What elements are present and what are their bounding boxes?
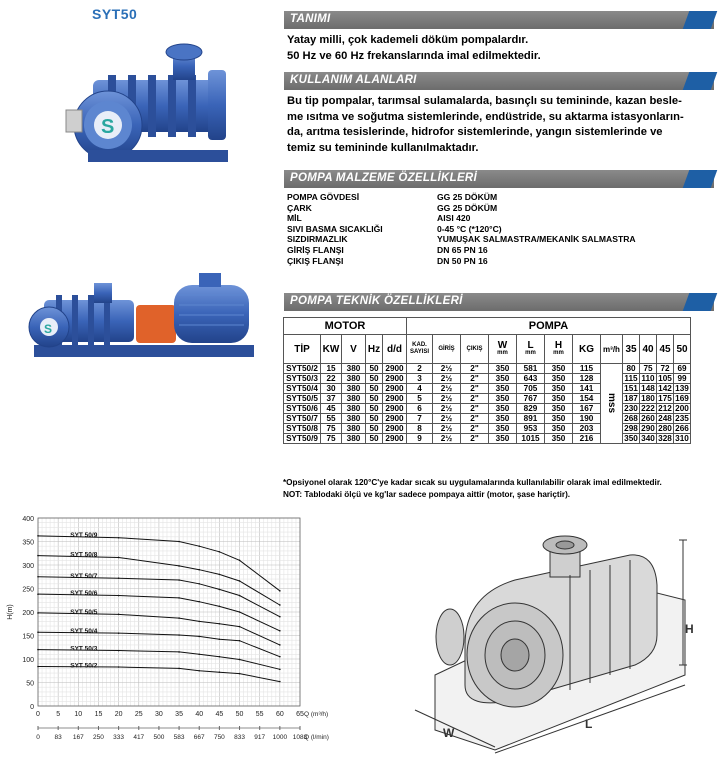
series-point [198,569,200,571]
x2-tick-label: 333 [113,734,125,741]
table-cell-h40: 290 [641,424,655,433]
x2-tick-label: 250 [93,734,104,741]
series-point [239,560,241,562]
table-cell-kw: 30 [321,384,342,394]
table-cell-hz: 50 [366,414,383,424]
series-point [118,577,120,579]
table-cell-w: 350 [489,394,517,404]
series-point [198,670,200,672]
col-q35: 35 [623,335,640,364]
series-point [118,537,120,539]
table-cell-tip: SYT50/7 [284,414,321,424]
table-cell-v: 380 [342,404,366,414]
table-cell-h50: 200 [675,404,689,413]
x2-tick-label: 0 [36,734,40,741]
x-tick-label: 10 [74,711,83,718]
col-h: H mm [545,335,573,364]
x2-tick-label: 833 [234,734,245,741]
col-l: L mm [517,335,545,364]
col-hz: Hz [366,335,383,364]
table-cell-h45: 175 [658,394,672,403]
table-cell-w: 350 [489,414,517,424]
y-axis-label: H(m) [7,604,14,620]
table-row [284,374,691,384]
x-tick-label: 30 [155,711,163,718]
table-cell-h45: 72 [657,364,674,374]
table-cell-h45: 105 [658,374,672,383]
dim-l-label: L [585,717,593,731]
table-row [284,394,691,404]
series-point [178,579,180,581]
table-cell-w: 350 [489,384,517,394]
col-q40: 40 [640,335,657,364]
table-cell-h: 350 [545,384,573,394]
table-cell-w: 350 [489,404,517,414]
table-cell-giris: 2½ [433,374,461,384]
series-label: SYT 50/5 [70,608,98,616]
table-cell-h45: 280 [658,424,672,433]
x-tick-label: 25 [134,711,143,718]
table-cell-giris: 2½ [433,384,461,394]
col-v: V [342,335,366,364]
table-cell-giris: 2½ [433,434,461,444]
table-cell-kw: 45 [321,404,342,414]
table-cell-h50: 169 [675,394,689,403]
table-cell-giris: 2½ [433,364,461,374]
series-point [279,616,281,618]
series-point [279,590,281,592]
page-title: SYT50 [92,6,138,22]
table-cell-w: 350 [489,434,517,444]
table-cell-h35: 80 [623,364,640,374]
x2-tick-label: 417 [133,734,145,741]
series-label: SYT 50/6 [70,590,98,598]
table-cell-giris: 2½ [433,414,461,424]
series-label: SYT 50/3 [70,645,98,653]
series-point [239,659,241,661]
table-cell-h35: 151 [624,384,638,393]
series-point [219,589,221,591]
table-cell-v: 380 [342,394,366,404]
x-tick-label: 5 [56,711,61,718]
table-cell-h35: 298 [624,424,638,433]
y-tick-label: 250 [22,586,34,594]
table-cell-h45: 142 [658,384,672,393]
table-cell-l: 643 [517,374,545,384]
table-row [284,434,691,444]
series-point [219,623,221,625]
table-cell-tip: SYT50/3 [284,374,321,384]
x-tick-label: 15 [94,711,103,718]
series-point [219,551,221,553]
table-cell-kw: 22 [321,374,342,384]
table-cell-h: 350 [545,394,573,404]
table-cell-h45: 248 [658,414,672,423]
series-point [198,621,200,623]
svg-text:S: S [101,116,115,138]
performance-chart [0,508,350,760]
table-cell-h45: 328 [658,434,672,443]
table-row [284,424,691,434]
series-point [239,595,241,597]
table-cell-dd: 2900 [383,404,407,414]
table-cell-h40: 340 [641,434,655,443]
col-m3h: m³/h [601,335,623,364]
section-header-teknik: POMPA TEKNİK ÖZELLİKLERİ [284,293,714,311]
col-giris: GİRİŞ [433,335,461,364]
section-header-malzeme: POMPA MALZEME ÖZELLİKLERİ [284,170,714,188]
series-point [37,666,39,668]
table-cell-kw: 55 [321,414,342,424]
table-cell-l: 581 [517,364,545,374]
series-point [178,541,180,543]
table-cell-hz: 50 [366,404,383,414]
series-label: SYT 50/9 [70,531,98,539]
series-point [219,671,221,673]
pump-photo [48,30,238,170]
table-cell-kad: 3 [407,374,433,384]
x-tick-label: 50 [235,711,244,718]
table-cell-kad: 4 [407,384,433,394]
table-cell-cikis: 2" [461,434,489,444]
table-cell-h50: 235 [675,414,689,423]
table-cell-dd: 2900 [383,424,407,434]
x-tick-label: 60 [275,711,284,718]
series-point [198,545,200,547]
table-cell-giris: 2½ [433,394,461,404]
table-cell-h50: 69 [674,364,691,374]
table-cell-kg: 167 [573,404,601,414]
series-point [178,668,180,670]
series-point [239,626,241,628]
series-point [198,636,200,638]
col-dd: d/d [383,335,407,364]
series-point [279,681,281,683]
series-point [118,650,120,652]
table-cell-kad: 6 [407,404,433,414]
series-point [118,666,120,668]
x2-tick-label: 667 [193,734,205,741]
series-point [219,606,221,608]
table-cell-kg: 203 [573,424,601,434]
series-point [279,604,281,606]
table-cell-dd: 2900 [383,394,407,404]
table-cell-hz: 50 [366,364,383,374]
table-cell-h: 350 [545,434,573,444]
table-cell-h40: 148 [641,384,655,393]
series-point [178,565,180,567]
table-cell-kg: 128 [573,374,601,384]
motor-header: MOTOR [284,318,407,335]
table-group-header [284,318,691,335]
table-cell-v: 380 [342,434,366,444]
series-point [178,634,180,636]
table-cell-giris: 2½ [433,424,461,434]
table-cell-hz: 50 [366,374,383,384]
y-tick-label: 0 [30,704,34,711]
x-tick-label: 55 [255,711,264,718]
series-point [279,630,281,632]
series-point [198,601,200,603]
x-tick-label: 45 [215,711,224,718]
table-cell-kw: 75 [321,424,342,434]
series-point [219,656,221,658]
series-label: SYT 50/7 [70,572,98,580]
table-cell-dd: 2900 [383,414,407,424]
table-cell-h50: 266 [675,424,689,433]
series-point [37,576,39,578]
table-cell-v: 380 [342,374,366,384]
x-tick-label: 20 [114,711,123,718]
note-optional: *Opsiyonel olarak 120°C'ye kadar sıcak su uygulamalarında kullanılabilir olarak imal edilmektedir. [283,478,662,487]
series-label: SYT 50/4 [70,628,98,636]
table-cell-kg: 190 [573,414,601,424]
series-label: SYT 50/8 [70,551,98,559]
section-header-kullanim: KULLANIM ALANLARI [284,72,714,90]
x2-tick-label: 750 [213,734,225,741]
col-kad: KAD. SAYISI [407,335,433,364]
series-point [198,654,200,656]
table-cell-kg: 115 [573,364,601,374]
table-cell-h35: 187 [624,394,638,403]
y-tick-label: 300 [22,563,34,570]
series-point [178,617,180,619]
table-cell-dd: 2900 [383,374,407,384]
y-tick-label: 50 [26,680,34,688]
pump-motor-photo [14,265,264,375]
note-table: NOT: Tablodaki ölçü ve kg'lar sadece pompaya aittir (motor, şase hariçtir). [283,490,571,499]
table-row [284,384,691,394]
table-cell-h35: 268 [624,414,638,423]
table-cell-dd: 2900 [383,364,407,374]
table-cell-l: 953 [517,424,545,434]
series-point [37,631,39,633]
col-kg: KG [573,335,601,364]
table-cell-dd: 2900 [383,434,407,444]
section-header-tanimi: TANIMI [284,11,714,29]
y-tick-label: 400 [22,516,34,523]
table-cell-h: 350 [545,424,573,434]
series-point [279,669,281,671]
table-cell-h40: 110 [641,374,655,383]
series-point [37,593,39,595]
series-point [118,595,120,597]
series-point [178,597,180,599]
table-cell-kad: 5 [407,394,433,404]
table-cell-w: 350 [489,424,517,434]
table-cell-kad: 2 [407,364,433,374]
table-cell-hz: 50 [366,424,383,434]
table-cell-cikis: 2" [461,374,489,384]
table-cell-l: 829 [517,404,545,414]
table-cell-hz: 50 [366,434,383,444]
dim-w-label: W [443,726,455,740]
col-w: W mm [489,335,517,364]
table-cell-kg: 141 [573,384,601,394]
table-cell-h35: 115 [624,374,638,383]
table-cell-v: 380 [342,384,366,394]
series-point [118,614,120,616]
material-labels: POMPA GÖVDESİ ÇARK MİL SIVI BASMA SICAKLIĞI SIZDIRMAZLIK GİRİŞ FLANŞI ÇIKIŞ FLANŞI [287,192,383,266]
series-point [239,673,241,675]
table-cell-h50: 310 [675,434,689,443]
col-kw: KW [321,335,342,364]
table-cell-v: 380 [342,364,366,374]
table-cell-tip: SYT50/2 [284,364,321,374]
x2-tick-label: 83 [54,734,62,741]
table-cell-cikis: 2" [461,364,489,374]
table-cell-h: 350 [545,404,573,414]
x-tick-label: 65 [296,711,304,718]
tanimi-text: Yatay milli, çok kademeli döküm pompalardır. 50 Hz ve 60 Hz frekanslarında imal edilmektedir. [287,34,541,62]
table-cell-h50: 139 [675,384,689,393]
series-point [219,574,221,576]
table-cell-cikis: 2" [461,414,489,424]
table-cell-h: 350 [545,364,573,374]
table-cell-v: 380 [342,414,366,424]
table-cell-l: 891 [517,414,545,424]
series-point [239,640,241,642]
series-point [239,611,241,613]
col-cikis: ÇIKIŞ [461,335,489,364]
series-point [37,535,39,537]
x2-tick-label: 917 [254,734,266,741]
y-tick-label: 350 [22,539,34,547]
kullanim-text: Bu tip pompalar, tarımsal sulamalarda, basınçlı su temininde, kazan besle- me ısıtma ve soğutma sistemlerinde, endüstride, su aktarma istasyonların- da, arıtma tesislerinde, hidrofor sistemlerinde, yangın sistemlerinde ve temiz su temininde kullanılmaktadır. [287,95,684,154]
table-header-row [284,335,691,364]
series-point [219,638,221,640]
dimension-drawing [395,525,717,757]
series-point [178,651,180,653]
series-point [37,612,39,614]
table-cell-hz: 50 [366,394,383,404]
col-q50: 50 [674,335,691,364]
table-row [284,414,691,424]
table-cell-h35: 350 [624,434,638,443]
table-row [284,404,691,414]
table-cell-h50: 99 [674,374,691,384]
table-cell-giris: 2½ [433,404,461,414]
series-point [239,580,241,582]
table-cell-h: 350 [545,414,573,424]
table-cell-kw: 37 [321,394,342,404]
table-cell-l: 1015 [517,434,545,444]
pompa-header: POMPA [407,318,691,335]
table-cell-kg: 154 [573,394,601,404]
series-point [279,656,281,658]
table-cell-h40: 260 [641,414,655,423]
material-values: GG 25 DÖKÜM GG 25 DÖKÜM AISI 420 0-45 °C (*120°C) YUMUŞAK SALMASTRA/MEKANİK SALMASTRA DN 65 PN 16 DN 50 PN 16 [437,192,636,266]
table-cell-tip: SYT50/9 [284,434,321,444]
table-cell-h: 350 [545,374,573,384]
x2-tick-label: 1000 [272,734,288,741]
x2-tick-label: 583 [173,734,185,741]
table-cell-h40: 180 [641,394,655,403]
mss-cell: mss [601,364,623,444]
x2-tick-label: 500 [153,734,165,741]
table-cell-cikis: 2" [461,384,489,394]
table-cell-cikis: 2" [461,424,489,434]
table-cell-w: 350 [489,374,517,384]
table-cell-kw: 75 [321,434,342,444]
table-cell-hz: 50 [366,384,383,394]
spec-table [283,317,691,444]
series-point [118,557,120,559]
table-cell-tip: SYT50/6 [284,404,321,414]
x-tick-label: 40 [195,711,204,718]
series-point [118,632,120,634]
col-q45: 45 [657,335,674,364]
series-point [198,583,200,585]
series-point [37,555,39,557]
table-cell-h35: 230 [624,404,638,413]
y-tick-label: 200 [22,610,34,617]
table-cell-dd: 2900 [383,384,407,394]
table-cell-kad: 9 [407,434,433,444]
x-tick-label: 35 [175,711,183,718]
col-tip: TİP [284,335,321,364]
table-cell-cikis: 2" [461,404,489,414]
x2-tick-label: 1083 [292,734,308,741]
table-cell-tip: SYT50/4 [284,384,321,394]
table-cell-tip: SYT50/5 [284,394,321,404]
table-cell-h40: 75 [640,364,657,374]
table-cell-kad: 8 [407,424,433,434]
x-tick-label: 0 [36,711,40,718]
table-cell-kw: 15 [321,364,342,374]
dim-h-label: H [685,622,694,636]
table-cell-w: 350 [489,364,517,374]
x2-axis-label: Q (l/min) [304,734,329,741]
table-row [284,364,691,374]
series-point [37,649,39,651]
table-cell-h45: 212 [658,404,672,413]
x2-tick-label: 167 [72,734,84,741]
series-label: SYT 50/2 [70,662,98,670]
y-tick-label: 150 [22,633,34,641]
series-point [279,644,281,646]
table-cell-cikis: 2" [461,394,489,404]
x-axis-label: Q (m³/h) [304,711,329,718]
svg-text:S: S [44,322,53,336]
table-cell-l: 767 [517,394,545,404]
table-cell-h40: 222 [641,404,655,413]
y-tick-label: 100 [22,657,34,664]
table-cell-l: 705 [517,384,545,394]
table-cell-kad: 7 [407,414,433,424]
table-cell-tip: SYT50/8 [284,424,321,434]
table-cell-v: 380 [342,424,366,434]
table-cell-kg: 216 [573,434,601,444]
